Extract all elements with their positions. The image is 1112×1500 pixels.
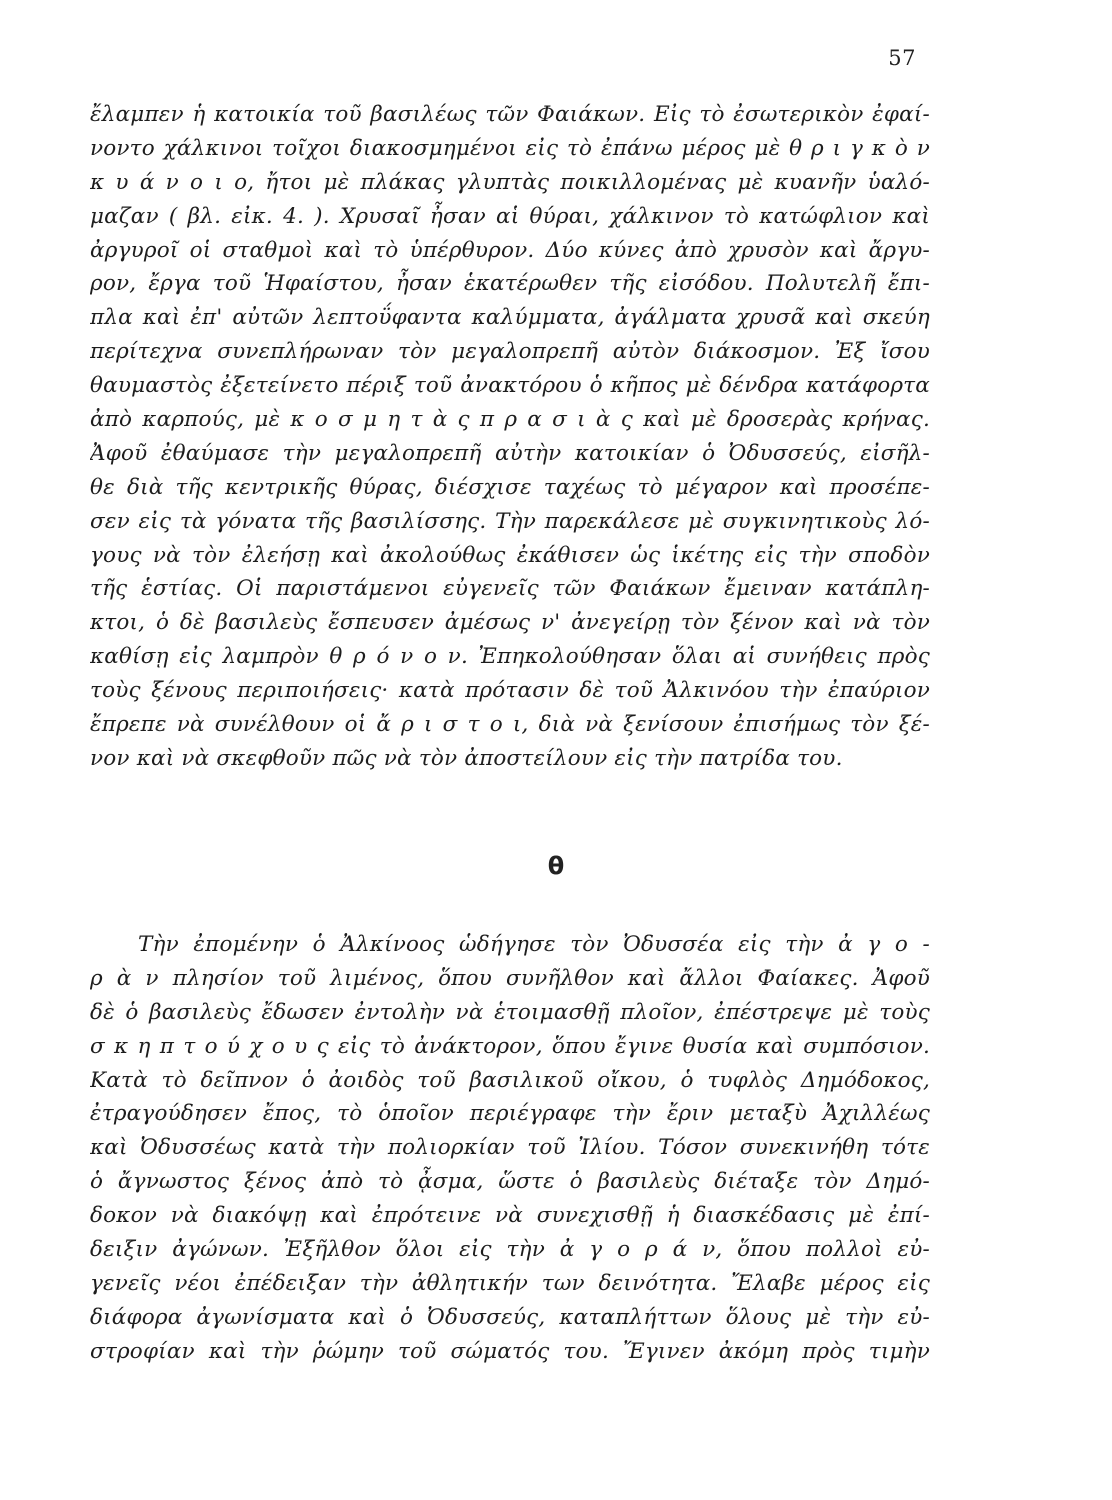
text-line: ἀργυροῖ οἱ σταθμοὶ καὶ τὸ ὑπέρθυρον. Δύο κύνες ἀπὸ χρυσὸν καὶ ἄργυ- — [90, 237, 930, 263]
text-line: ἀπὸ καρπούς, μὲ κ ο σ μ η τ ὰ ς π ρ α σ ι ὰ ς καὶ μὲ δροσερὰς κρήνας. — [90, 407, 930, 433]
text-line: γενεῖς νέοι ἐπέδειξαν τὴν ἀθλητικήν των δεινότητα. Ἔλαβε μέρος εἰς — [90, 1270, 930, 1296]
text-line: δὲ ὁ βασιλεὺς ἔδωσεν ἐντολὴν νὰ ἑτοιμασθῇ πλοῖον, ἐπέστρεψε μὲ τοὺς — [90, 999, 930, 1025]
text-line: καθίσῃ εἰς λαμπρὸν θ ρ ό ν ο ν. Ἐπηκολούθησαν ὅλαι αἱ συνήθεις πρὸς — [90, 644, 930, 670]
text-line: Κατὰ τὸ δεῖπνον ὁ ἀοιδὸς τοῦ βασιλικοῦ οἴκου, ὁ τυφλὸς Δημόδοκος, — [90, 1067, 930, 1093]
text-line: σ κ η π τ ο ύ χ ο υ ς εἰς τὸ ἀνάκτορον, ὅπου ἔγινε θυσία καὶ συμπόσιον. — [90, 1033, 930, 1059]
text-line: στροφίαν καὶ τὴν ῥώμην τοῦ σώματός του. Ἔγινεν ἀκόμη πρὸς τιμὴν — [90, 1338, 930, 1364]
text-line: διάφορα ἀγωνίσματα καὶ ὁ Ὀδυσσεύς, καταπλήττων ὅλους μὲ τὴν εὐ- — [90, 1304, 930, 1330]
text-line: κτοι, ὁ δὲ βασιλεὺς ἔσπευσεν ἀμέσως ν' ἀνεγείρῃ τὸν ξένον καὶ νὰ τὸν — [90, 610, 930, 636]
page-number: 57 — [888, 46, 916, 70]
text-line: πλα καὶ ἐπ' αὐτῶν λεπτοΰφαντα καλύμματα, ἀγάλματα χρυσᾶ καὶ σκεύη — [90, 305, 930, 331]
text-line: ἔπρεπε νὰ συνέλθουν οἱ ἄ ρ ι σ τ ο ι, διὰ νὰ ξενίσουν ἐπισήμως τὸν ξέ- — [90, 712, 930, 738]
text-line: ἔλαμπεν ἡ κατοικία τοῦ βασιλέως τῶν Φαιάκων. Εἰς τὸ ἐσωτερικὸν ἐφαί- — [90, 102, 930, 127]
text-line: σεν εἰς τὰ γόνατα τῆς βασιλίσσης. Τὴν παρεκάλεσε μὲ συγκινητικοὺς λό- — [90, 508, 930, 534]
text-line: κ υ ά ν ο ι ο, ἤτοι μὲ πλάκας γλυπτὰς ποικιλλομένας μὲ κυανῆν ὑαλό- — [90, 169, 930, 195]
text-line: νοντο χάλκινοι τοῖχοι διακοσμημένοι εἰς τὸ ἐπάνω μέρος μὲ θ ρ ι γ κ ὸ ν — [90, 135, 930, 161]
text-line: ρον, ἔργα τοῦ Ἡφαίστου, ἦσαν ἑκατέρωθεν τῆς εἰσόδου. Πολυτελῆ ἔπι- — [90, 271, 930, 297]
text-line: τοὺς ξένους περιποιήσεις· κατὰ πρότασιν δὲ τοῦ Ἀλκινόου τὴν ἐπαύριον — [90, 678, 930, 704]
text-line: δοκον νὰ διακόψῃ καὶ ἐπρότεινε νὰ συνεχισθῇ ἡ διασκέδασις μὲ ἐπί- — [90, 1203, 930, 1229]
text-line: γους νὰ τὸν ἐλεήσῃ καὶ ἀκολούθως ἐκάθισεν ὡς ἱκέτης εἰς τὴν σποδὸν — [90, 542, 930, 568]
text-line: ὁ ἄγνωστος ξένος ἀπὸ τὸ ᾆσμα, ὥστε ὁ βασιλεὺς διέταξε τὸν Δημό- — [90, 1169, 930, 1195]
text-line: τῆς ἑστίας. Οἱ παριστάμενοι εὐγενεῖς τῶν Φαιάκων ἔμειναν κατάπλη- — [90, 576, 930, 602]
text-line: νον καὶ νὰ σκεφθοῦν πῶς νὰ τὸν ἀποστείλουν εἰς τὴν πατρίδα του. — [90, 745, 843, 771]
text-line: δειξιν ἀγώνων. Ἐξῆλθον ὅλοι εἰς τὴν ἀ γ ο ρ ά ν, ὅπου πολλοὶ εὐ- — [90, 1237, 930, 1263]
paragraph-agora-games — [90, 928, 930, 1369]
text-line: περίτεχνα συνεπλήρωναν τὸν μεγαλοπρεπῆ αὐτὸν διάκοσμον. Ἐξ ἴσου — [90, 339, 930, 365]
text-line: ρ ὰ ν πλησίον τοῦ λιμένος, ὅπου συνῆλθον καὶ ἄλλοι Φαίακες. Ἀφοῦ — [90, 965, 930, 991]
text-line: Ἀφοῦ ἐθαύμασε τὴν μεγαλοπρεπῆ αὐτὴν κατοικίαν ὁ Ὀδυσσεύς, εἰσῆλ- — [90, 440, 930, 466]
text-line: θαυμαστὸς ἐξετείνετο πέριξ τοῦ ἀνακτόρου ὁ κῆπος μὲ δένδρα κατάφορτα — [90, 373, 930, 399]
text-line: θε διὰ τῆς κεντρικῆς θύρας, διέσχισε ταχέως τὸ μέγαρον καὶ προσέπε- — [90, 474, 930, 500]
text-line: μαζαν ( βλ. εἰκ. 4. ). Χρυσαῖ ἦσαν αἱ θύραι, χάλκινον τὸ κατώφλιον καὶ — [90, 203, 930, 229]
text-line: ἐτραγούδησεν ἔπος, τὸ ὁποῖον περιέγραφε τὴν ἔριν μεταξὺ Ἀχιλλέως — [90, 1101, 930, 1127]
text-line: καὶ Ὀδυσσέως κατὰ τὴν πολιορκίαν τοῦ Ἰλίου. Τόσον συνεκινήθη τότε — [90, 1135, 930, 1161]
paragraph-phaeacian-palace — [90, 98, 930, 776]
text-line: Τὴν ἐπομένην ὁ Ἀλκίνοος ὡδήγησε τὸν Ὀδυσσέα εἰς τὴν ἀ γ ο - — [138, 932, 930, 957]
section-heading-theta: θ — [547, 852, 565, 880]
